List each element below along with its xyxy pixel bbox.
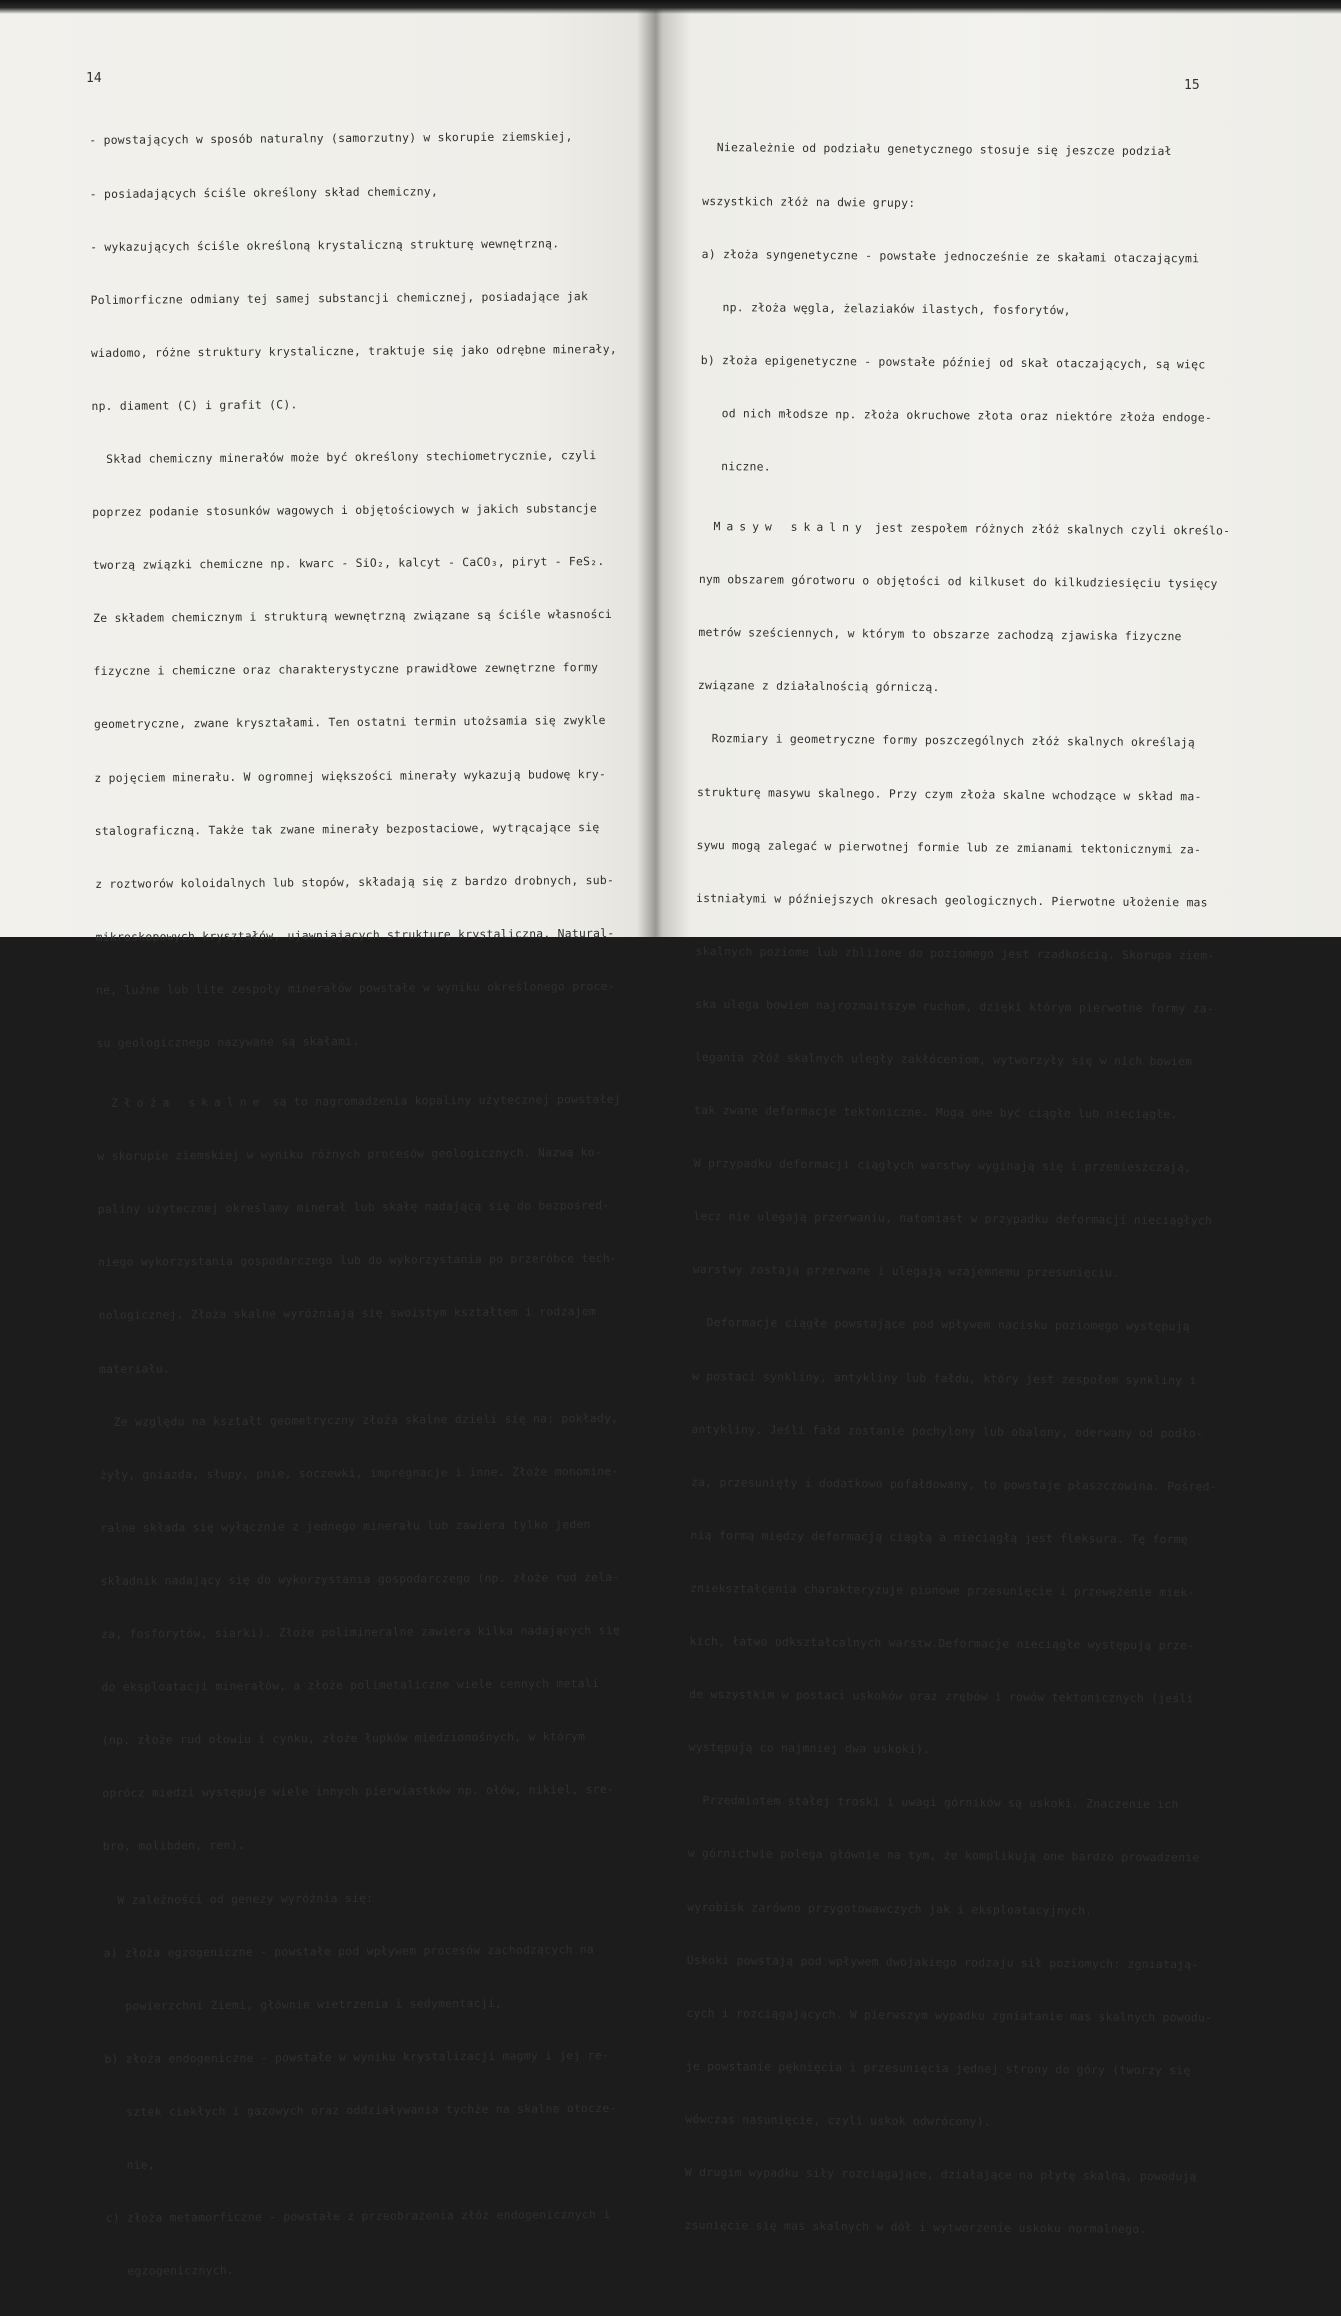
text-line: W drugim wypadku siły rozciągające, działające na płytę skalną, powodują bbox=[684, 2164, 1197, 2184]
text-line: metrów sześciennych, w którym to obszarze zachodzą zjawiska fizyczne bbox=[698, 625, 1182, 644]
text-line: strukturę masywu skalnego. Przy czym złoża skalne wchodzące w skład ma- bbox=[696, 784, 1202, 803]
text-line: sztek ciekłych i gazowych oraz oddziaływania tychże na skalne otocze- bbox=[104, 2100, 617, 2119]
text-line: - posiadających ściśle określony skład chemiczny, bbox=[89, 183, 439, 201]
text-line: cych i rozciągających. W pierwszym wypadku zgniatanie mas skalnych powodu- bbox=[686, 2005, 1213, 2025]
text-line: ne, luźne lub lite zespoły minerałów powstałe w wyniku określonego proce- bbox=[95, 978, 615, 997]
text-line: Rozmiary i geometryczne formy poszczególnych złóż skalnych określają bbox=[697, 731, 1196, 750]
text-line: Skład chemiczny minerałów może być określony stechiometrycznie, czyli bbox=[91, 447, 597, 466]
text-line: Przedmiotem stałej troski i uwagi górników są uskoki. Znaczenie ich bbox=[688, 1793, 1179, 1812]
text-line: ża, przesunięty i dodatkowo pofałdowany, to powstaje płaszczowina. Pośred- bbox=[690, 1474, 1218, 1494]
text-line: skalnych poziome lub zbliżone do poziomego jest rzadkością. Skorupa ziem- bbox=[695, 943, 1215, 963]
text-line: do eksploatacji minerałów, a złoże polimetaliczne wiele cennych metali bbox=[101, 1676, 600, 1695]
text-line: - wykazujących ściśle określoną krystaliczną strukturę wewnętrzną. bbox=[90, 235, 560, 254]
text-line: składnik nadający się do wykorzystania gospodarczego (np. złoże rud żela- bbox=[100, 1569, 620, 1588]
page-number-left: 14 bbox=[86, 71, 102, 86]
text-line: Ze względu na kształt geometryczny złoża skalne dzieli się na: pokłady, bbox=[99, 1410, 619, 1429]
text-line: W przypadku deformacji ciągłych warstwy wyginają się i przemieszczają, bbox=[693, 1156, 1192, 1175]
text-line: Uskoki powstają pod wpływem dwojakiego rodzaju sił poziomych: zgniatają- bbox=[686, 1952, 1199, 1971]
text-line: z pojęciem minerału. W ogromnej większości minerały wykazują budowę kry- bbox=[94, 766, 607, 785]
zloza-skalne-lead-line bbox=[97, 1091, 623, 1113]
term-zloza-skalne: Złoża skalne bbox=[111, 1094, 266, 1110]
masyw-skalny-lead-line bbox=[699, 518, 1230, 540]
text-line: z roztworów koloidalnych lub stopów, składają się z bardzo drobnych, sub- bbox=[95, 872, 615, 891]
text-line: żyły, gniazda, słupy, pnie, soczewki, impregnacje i inne. Złoże monomine- bbox=[99, 1463, 619, 1482]
text-line: zniekształcenia charakteryzuje pionowe przesunięcie i przewężenie miek- bbox=[689, 1580, 1195, 1600]
text-line: związane z działalnością górniczą. bbox=[697, 678, 940, 695]
text-line: materiału. bbox=[98, 1360, 171, 1376]
text-line: kich, łatwo odkształcalnych warstw.Deformacje nieciągłe występują prze- bbox=[689, 1633, 1195, 1653]
page-number-right: 15 bbox=[1184, 78, 1200, 93]
text-line: b) złoża endogeniczne - powstałe w wyniku krystalizacji magmy i jej re- bbox=[104, 2047, 610, 2066]
text-line: wyrobisk zarówno przygotowawczych jak i eksploatacyjnych. bbox=[687, 1899, 1093, 1917]
text-line: - powstających w sposób naturalny (samorzutny) w skorupie ziemskiej, bbox=[89, 129, 573, 148]
text-line: lecz nie ulegają przerwaniu, natomiast w przypadku deformacji nieciągłych bbox=[693, 1209, 1213, 1228]
right-page bbox=[660, 0, 1341, 2237]
text-line: fizyczne i chemiczne oraz charakterystyczne prawidłowe zewnętrzne formy bbox=[93, 660, 599, 679]
term-masyw-skalny: Masyw skalny bbox=[713, 519, 868, 535]
text-line: a) złoża syngenetyczne - powstałe jednocześnie ze skałami otaczającymi bbox=[701, 246, 1200, 265]
text-line: c) złoża metamorficzne - powstałe z przeobrażenia złóż endogenicznych i bbox=[105, 2207, 611, 2225]
text-line: stalograficzną. Także tak zwane minerały bezpostaciowe, wytrącające się bbox=[94, 819, 600, 838]
text-line: Niezależnie od podziału genetycznego stosuje się jeszcze podział bbox=[702, 140, 1172, 159]
text-line: np. diament (C) i grafit (C). bbox=[91, 397, 298, 413]
text-line: niego wykorzystania gospodarczego lub do wykorzystania po przeróbce tech- bbox=[98, 1251, 618, 1270]
text-line: zsunięcie się mas skalnych w dół i wytworzenie uskoku normalnego. bbox=[684, 2217, 1147, 2237]
text-line-rest: są to nagromadzenia kopaliny użytecznej powstałej bbox=[265, 1091, 621, 1109]
text-line: powierzchni Ziemi, głównie wietrzenia i sedymentacji, bbox=[103, 1995, 503, 2013]
text-line: od nich młodsze np. złoża okruchowe złota oraz niektóre złoża endoge- bbox=[700, 405, 1213, 425]
text-line: nią formą między deformacją ciągłą a nieciągłą jest fleksura. Tę formę bbox=[690, 1527, 1189, 1547]
text-line: ska ulega bowiem najrozmaitszym ruchom, dzięki którym pierwotne formy za- bbox=[695, 996, 1215, 1016]
text-line: su geologicznego nazywane są skałami. bbox=[96, 1033, 360, 1050]
text-line: warstwy zostają przerwane i ulegają wzajemnemu przesunięciu. bbox=[692, 1262, 1120, 1281]
text-line: oprócz miedzi występuje wiele innych pierwiastków np. ołów, nikiel, sre- bbox=[102, 1782, 615, 1801]
text-line: tak zwane deformacje tektoniczne. Mogą one być ciągłe lub nieciągłe. bbox=[694, 1103, 1178, 1122]
text-line: mikroskopowych kryształów, ujawniających strukturę krystaliczną. Natural- bbox=[95, 925, 615, 944]
text-line: tworzą związki chemiczne np. kwarc - SiO₂, kalcyt - CaCO₃, piryt - FeS₂. bbox=[92, 554, 605, 573]
text-line: w skorupie ziemskiej w wyniku różnych procesów geologicznych. Nazwą ko- bbox=[97, 1145, 603, 1164]
text-line: legania złóż skalnych uległy zakłóceniom, wytworzyły się w nich bowiem bbox=[694, 1049, 1193, 1069]
text-line: Ze składem chemicznym i strukturą wewnętrzną związane są ściśle własności bbox=[93, 607, 613, 626]
text-line: b) złoża epigenetyczne - powstałe później od skał otaczających, są więc bbox=[700, 352, 1206, 372]
text-line: wówczas nasunięcie, czyli uskok odwrócony). bbox=[685, 2111, 992, 2129]
text-line: geometryczne, zwane kryształami. Ten ostatni termin utożsamia się zwykle bbox=[93, 713, 606, 732]
text-line: w postaci synkliny, antykliny lub fałdu, który jest zespołem synkliny i bbox=[691, 1368, 1197, 1387]
text-line: (np. złoże rud ołowiu i cynku, złoże łupków miedzionośnych, w którym bbox=[101, 1729, 586, 1748]
text-line: poprzez podanie stosunków wagowych i objętościowych w jakich substancje bbox=[92, 501, 597, 520]
text-line: paliny użytecznej określamy minerał lub skałę nadającą się do bezpośred- bbox=[97, 1198, 610, 1217]
text-line: je powstanie pęknięcia i przesunięcia jednej strony do góry (tworzy się bbox=[685, 2058, 1191, 2078]
text-line: wszystkich złóż na dwie grupy: bbox=[702, 193, 916, 210]
text-line: nie, bbox=[105, 2157, 156, 2172]
text-line: Polimorficzne odmiany tej samej substancji chemicznej, posiadające jak bbox=[90, 288, 589, 307]
text-line: za, fosforytów, siarki). Złoże polimineralne zawiera kilka nadających się bbox=[101, 1622, 620, 1641]
text-line-rest: jest zespołem różnych złóż skalnych czyli określo- bbox=[867, 520, 1231, 538]
text-line: w górnictwie polega głównie na tym, że komplikują one bardzo prowadzenie bbox=[687, 1846, 1200, 1865]
text-line: niczne. bbox=[699, 458, 771, 474]
left-page-text bbox=[89, 93, 632, 2316]
text-line: nym obszarem górotworu o objętości od kilkuset do kilkudziesięciu tysięcy bbox=[698, 572, 1218, 591]
text-line: np. złoża węgla, żelaziaków ilastych, fosforytów, bbox=[701, 299, 1071, 317]
text-line: ralne składa się wyłącznie z jednego minerału lub zawiera tylko jeden bbox=[100, 1516, 591, 1535]
text-line: występują co najmniej dwa uskoki). bbox=[688, 1740, 931, 1757]
text-line: a) złoża egzogeniczne - powstałe pod wpływem procesów zachodzących na bbox=[103, 1941, 595, 1960]
text-line: nologicznej. Złoża skalne wyróżniają się swoistym kształtem i rodzajem bbox=[98, 1304, 597, 1323]
text-line: de wszystkim w postaci uskoków oraz zrębów i rowów tektonicznych (jeśli bbox=[689, 1687, 1194, 1706]
text-line: wiadomo, różne struktury krystaliczne, traktuje się jako odrębne minerały, bbox=[90, 341, 618, 360]
text-line: Deformacje ciągłe powstające pod wpływem nacisku poziomego występują bbox=[692, 1315, 1190, 1334]
text-line: egzogenicznych. bbox=[106, 2263, 235, 2279]
text-line: W zależności od genezy wyróżnia się: bbox=[103, 1890, 374, 1907]
text-line: istniałymi w późniejszych okresach geologicznych. Pierwotne ułożenie mas bbox=[696, 890, 1208, 910]
right-page-text bbox=[684, 104, 1234, 2275]
left-page bbox=[0, 0, 655, 2279]
text-line: sywu mogą zalegać w pierwotnej formie lub ze zmianami tektonicznymi za- bbox=[696, 837, 1202, 857]
text-line: bro, molibden, ren). bbox=[102, 1838, 245, 1854]
text-line: antykliny. Jeśli fałd zostanie pochylony lub obalony, oderwany od podło- bbox=[691, 1421, 1204, 1441]
